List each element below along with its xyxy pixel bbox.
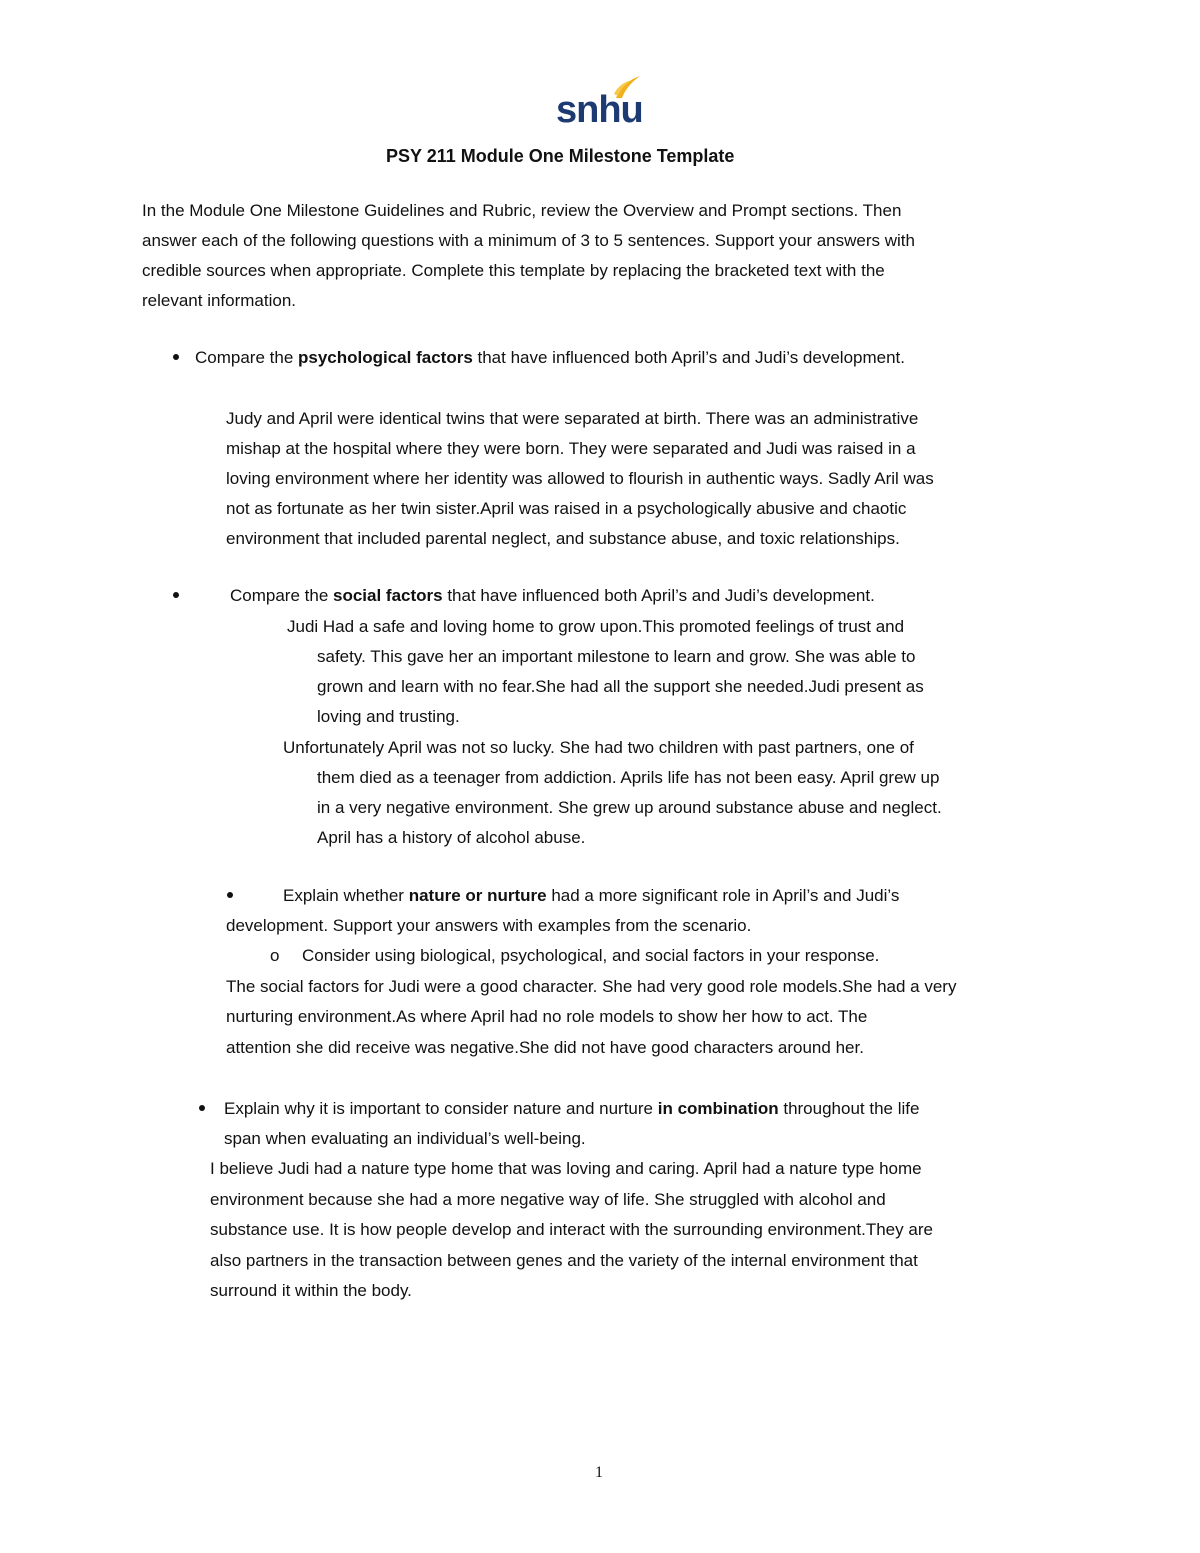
question-3-line-2: development. Support your answers with examples from the scenario. (226, 916, 752, 935)
answer-2b-line-2: them died as a teenager from addiction. Aprils life has not been easy. April grew up (317, 768, 940, 787)
question-2-pre: Compare the (230, 586, 333, 605)
question-1 (195, 343, 905, 373)
sub-bullet-marker: o (270, 946, 280, 965)
answer-3-line-2: nurturing environment.As where April had no role models to show her how to act. The (226, 1007, 868, 1026)
bullet-icon (227, 892, 233, 898)
intro-line-4: relevant information. (142, 291, 297, 310)
bullet-icon (173, 354, 179, 360)
page-number: 1 (595, 1464, 603, 1481)
answer-1-line-1: Judy and April were identical twins that were separated at birth. There was an administrative (226, 409, 919, 428)
answer-4-line-1: I believe Judi had a nature type home that was loving and caring. April had a nature type home (210, 1159, 922, 1178)
answer-4-line-3: substance use. It is how people develop and interact with the surrounding environment.They are (210, 1220, 933, 1239)
answer-2b-line-4: April has a history of alcohol abuse. (317, 828, 586, 847)
answer-4-line-5: surround it within the body. (210, 1281, 412, 1300)
question-3-post: had a more significant role in April’s and Judi’s (546, 886, 900, 905)
logo-wordmark: snhu (556, 89, 643, 131)
answer-2a-line-1: Judi Had a safe and loving home to grow upon.This promoted feelings of trust and (287, 617, 905, 636)
question-1-bold: psychological factors (298, 348, 473, 367)
answer-2b-line-3: in a very negative environment. She grew up around substance abuse and neglect. (317, 798, 942, 817)
answer-2a-line-3: grown and learn with no fear.She had all the support she needed.Judi present as (317, 677, 924, 696)
answer-3-line-3: attention she did receive was negative.She did not have good characters around her. (226, 1038, 864, 1057)
question-1-pre: Compare the (195, 348, 298, 367)
question-3-sub: Consider using biological, psychological, and social factors in your response. (302, 946, 880, 965)
answer-2a-line-2: safety. This gave her an important milestone to learn and grow. She was able to (317, 647, 916, 666)
answer-2a-line-4: loving and trusting. (317, 707, 460, 726)
answer-3-line-1: The social factors for Judi were a good character. She had very good role models.She had a very (226, 977, 957, 996)
question-2-post: that have influenced both April’s and Judi’s development. (442, 586, 875, 605)
intro-line-3: credible sources when appropriate. Complete this template by replacing the bracketed text with the (142, 261, 885, 280)
question-3 (283, 881, 899, 911)
answer-1-line-2: mishap at the hospital where they were born. They were separated and Judi was raised in a (226, 439, 916, 458)
question-3-pre: Explain whether (283, 886, 409, 905)
page-title: PSY 211 Module One Milestone Template (386, 146, 735, 166)
question-4-bold: in combination (657, 1099, 779, 1118)
bullet-icon (173, 592, 179, 598)
snhu-logo (556, 74, 643, 134)
question-4 (224, 1094, 919, 1124)
answer-4-line-4: also partners in the transaction between genes and the variety of the internal environment that (210, 1251, 918, 1270)
answer-4-line-2: environment because she had a more negative way of life. She struggled with alcohol and (210, 1190, 886, 1209)
question-3-bold: nature or nurture (408, 886, 547, 905)
intro-line-1: In the Module One Milestone Guidelines and Rubric, review the Overview and Prompt sections. Then (142, 201, 902, 220)
question-2 (230, 581, 875, 611)
bullet-icon (199, 1105, 205, 1111)
answer-1-line-3: loving environment where her identity was allowed to flourish in authentic ways. Sadly Aril was (226, 469, 934, 488)
intro-line-2: answer each of the following questions with a minimum of 3 to 5 sentences. Support your answers with (142, 231, 915, 250)
question-1-post: that have influenced both April’s and Judi’s development. (472, 348, 906, 367)
question-4-pre: Explain why it is important to consider nature and nurture (224, 1099, 658, 1118)
answer-1-line-5: environment that included parental neglect, and substance abuse, and toxic relationships. (226, 529, 900, 548)
question-4-post: throughout the life (778, 1099, 920, 1118)
question-4-line-2: span when evaluating an individual’s well-being. (224, 1129, 586, 1148)
answer-1-line-4: not as fortunate as her twin sister.April was raised in a psychologically abusive and chaotic (226, 499, 907, 518)
answer-2b-line-1: Unfortunately April was not so lucky. She had two children with past partners, one of (283, 738, 914, 757)
question-2-bold: social factors (333, 586, 443, 605)
